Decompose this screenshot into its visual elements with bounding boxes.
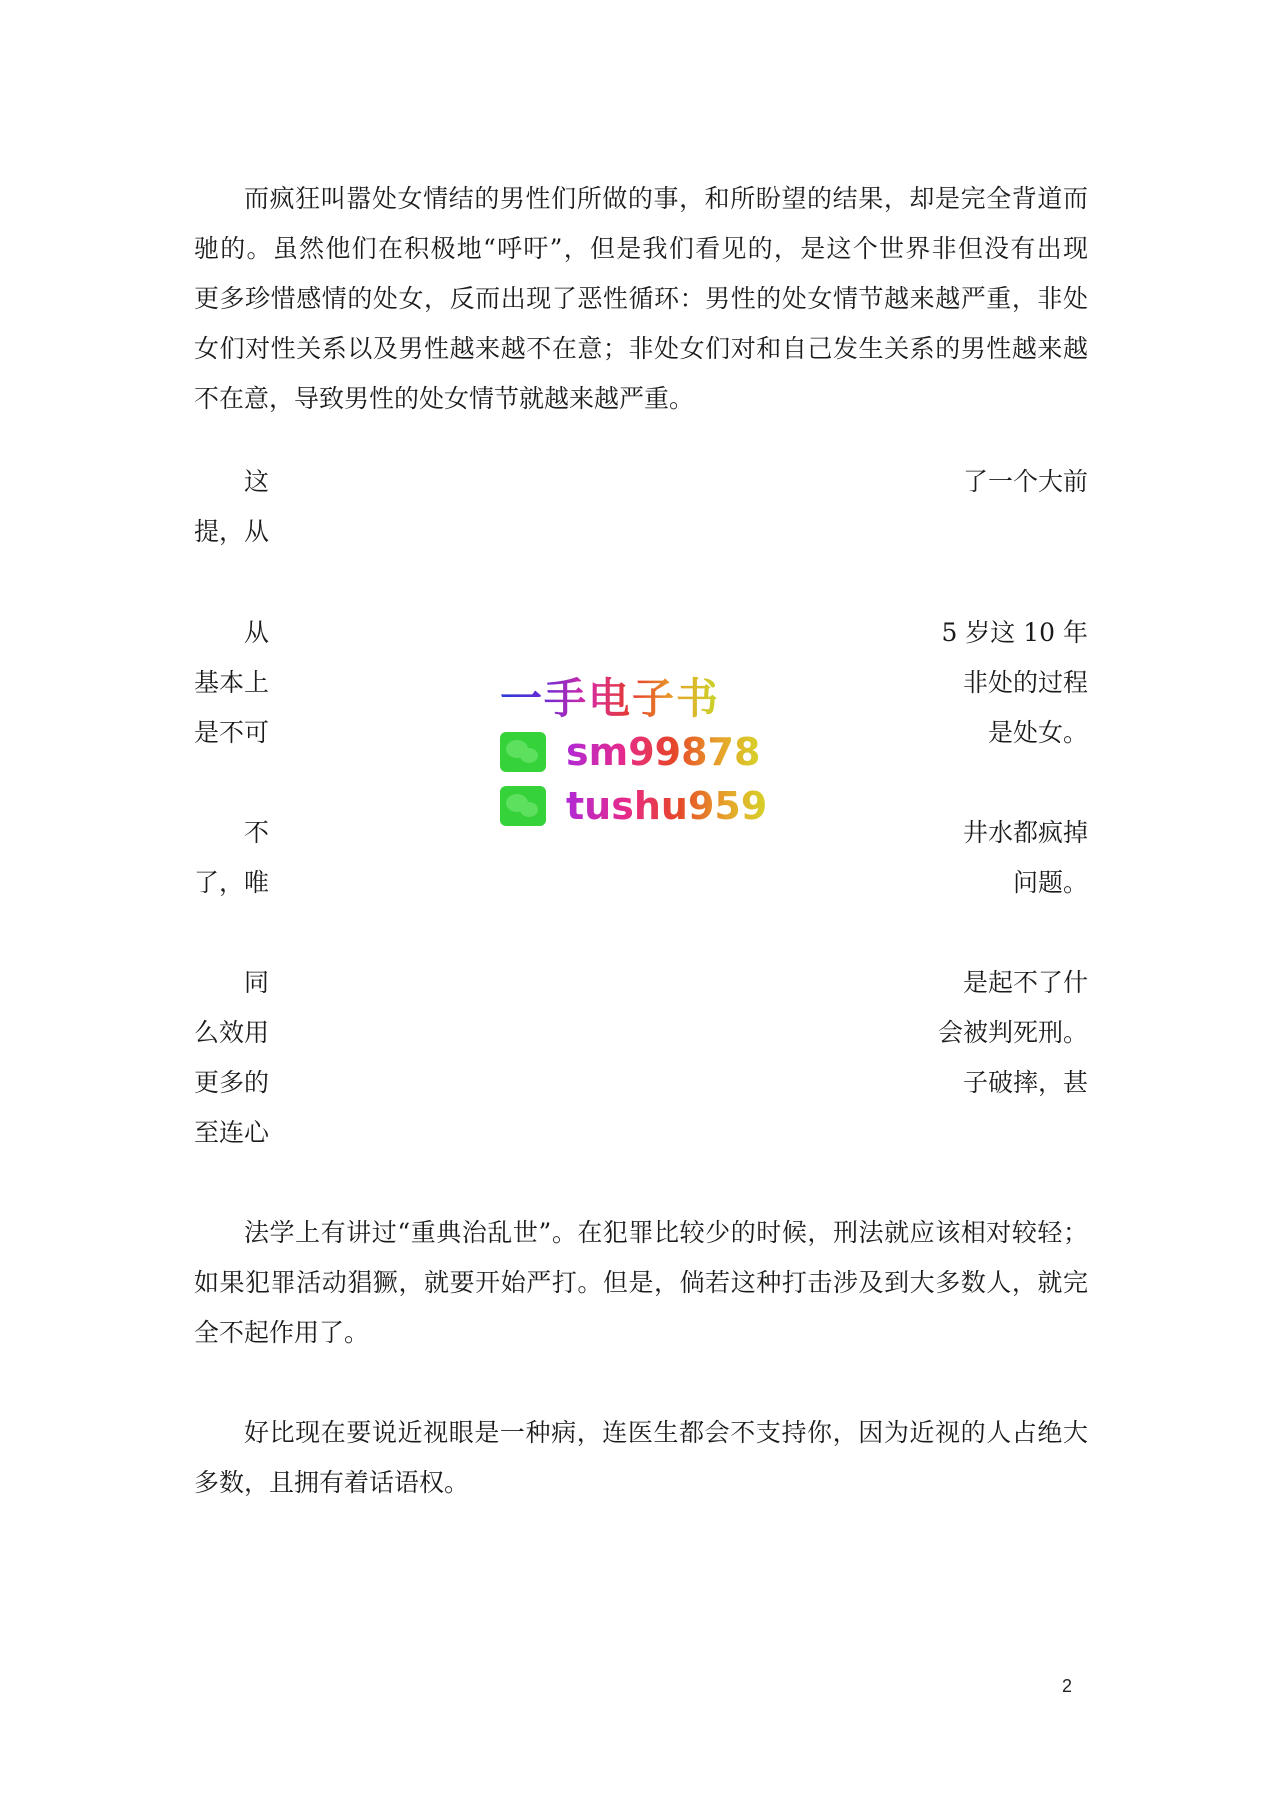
text-fragment: 5 岁这 10 年 (941, 618, 1088, 647)
wechat-icon (500, 732, 546, 772)
text-line: 不在意，导致男性的处女情节就越来越严重。 (194, 384, 695, 413)
watermark-id: tushu959 (566, 784, 768, 828)
text-line: 全不起作用了。 (194, 1318, 370, 1347)
watermark-row (500, 784, 767, 828)
text-line: 驰的。虽然他们在积极地“呼吁”，但是我们看见的，是这个世界非但没有出现 (194, 234, 1088, 263)
text-fragment: 提，从 (194, 517, 270, 546)
text-fragment: 是不可 (194, 718, 270, 747)
text-fragment: 子破摔，甚 (962, 1068, 1088, 1097)
text-fragment: 井水都疯掉 (962, 818, 1088, 847)
paragraph-7 (194, 1408, 1088, 1508)
text-line: 女们对性关系以及男性越来越不在意；非处女们对和自己发生关系的男性越来越 (194, 334, 1088, 363)
text-line: 好比现在要说近视眼是一种病，连医生都会不支持你，因为近视的人占绝大 (244, 1418, 1088, 1447)
text-line: 更多珍惜感情的处女，反而出现了恶性循环：男性的处女情节越来越严重，非处 (194, 284, 1088, 313)
text-fragment: 同 (244, 968, 270, 997)
text-fragment: 是起不了什 (962, 968, 1088, 997)
paragraph-1 (194, 174, 1088, 424)
wechat-icon (500, 786, 546, 826)
text-fragment: 了一个大前 (962, 467, 1088, 496)
text-fragment: 会被判死刑。 (937, 1018, 1088, 1047)
text-line: 如果犯罪活动猖獗，就要开始严打。但是，倘若这种打击涉及到大多数人，就完 (194, 1268, 1088, 1297)
text-fragment: 是处女。 (987, 718, 1088, 747)
text-fragment: 这 (244, 467, 270, 496)
text-fragment: 了，唯 (194, 868, 270, 897)
watermark-row (500, 730, 760, 774)
text-fragment: 至连心 (194, 1118, 270, 1147)
text-fragment: 基本上 (194, 668, 270, 697)
text-fragment: 不 (244, 818, 270, 847)
text-line: 多数，且拥有着话语权。 (194, 1468, 470, 1497)
text-fragment: 问题。 (1012, 868, 1088, 897)
text-fragment: 从 (244, 618, 270, 647)
watermark (478, 660, 778, 850)
text-line: 而疯狂叫嚣处女情结的男性们所做的事，和所盼望的结果，却是完全背道而 (244, 184, 1088, 213)
text-fragment: 么效用 (194, 1018, 270, 1047)
text-line: 法学上有讲过“重典治乱世”。在犯罪比较少的时候，刑法就应该相对较轻； (244, 1218, 1088, 1247)
watermark-id: sm99878 (566, 730, 761, 774)
text-fragment: 更多的 (194, 1068, 270, 1097)
paragraph-6 (194, 1208, 1088, 1358)
watermark-title: 一手电子书 (500, 666, 720, 726)
page-number: 2 (1062, 1676, 1073, 1696)
text-fragment: 非处的过程 (962, 668, 1088, 697)
